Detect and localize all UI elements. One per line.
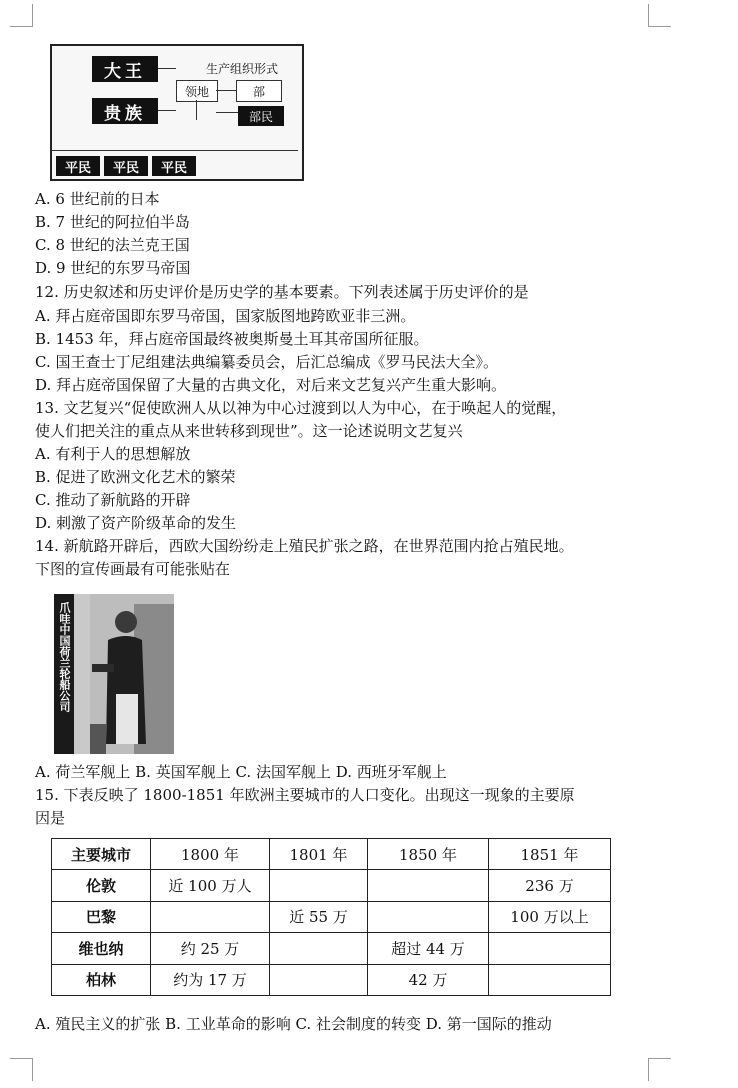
commoner-box: 平民 <box>56 156 100 176</box>
table-cell <box>489 933 611 964</box>
social-structure-figure <box>50 44 304 181</box>
q12-option-a: A. 拜占庭帝国即东罗马帝国，国家版图地跨欧亚非三洲。 <box>35 307 416 325</box>
table-header-cell: 1801 年 <box>270 839 368 870</box>
q15-stem-line-2: 因是 <box>35 809 66 827</box>
q12-option-c: C. 国王查士丁尼组建法典编纂委员会，后汇总编成《罗马民法大全》。 <box>35 353 498 371</box>
q13-option-d: D. 刺激了资产阶级革命的发生 <box>35 514 237 532</box>
table-cell: 超过 44 万 <box>368 933 489 964</box>
tribe-box: 部 <box>236 80 282 102</box>
table-cell: 42 万 <box>368 964 489 995</box>
table-cell <box>270 933 368 964</box>
table-cell: 柏林 <box>52 964 151 995</box>
table-cell <box>368 870 489 901</box>
connector-line <box>158 68 176 69</box>
table-cell: 约 25 万 <box>151 933 270 964</box>
propaganda-poster-image <box>54 594 174 754</box>
table-cell: 伦敦 <box>52 870 151 901</box>
q14-options: A. 荷兰军舰上 B. 英国军舰上 C. 法国军舰上 D. 西班牙军舰上 <box>35 763 447 781</box>
q13-option-b: B. 促进了欧洲文化艺术的繁荣 <box>35 468 236 486</box>
q15-options: A. 殖民主义的扩张 B. 工业革命的影响 C. 社会制度的转变 D. 第一国际的推动 <box>35 1015 552 1033</box>
table-cell: 近 100 万人 <box>151 870 270 901</box>
q12-option-b: B. 1453 年，拜占庭帝国最终被奥斯曼土耳其帝国所征服。 <box>35 330 429 348</box>
q13-stem-line-2: 使人们把关注的重点从来世转移到现世”。这一论述说明文艺复兴 <box>35 422 463 440</box>
table-cell <box>151 901 270 932</box>
q13-option-c: C. 推动了新航路的开辟 <box>35 491 191 509</box>
q11-option-c: C. 8 世纪的法兰克王国 <box>35 236 190 254</box>
table-cell: 巴黎 <box>52 901 151 932</box>
poster-caption: 爪哇中国荷兰轮船公司 <box>58 602 71 712</box>
commoner-box: 平民 <box>152 156 196 176</box>
q12-stem: 12. 历史叙述和历史评价是历史学的基本要素。下列表述属于历史评价的是 <box>35 283 529 301</box>
connector-line <box>216 90 236 91</box>
tribesman-box: 部民 <box>238 106 284 126</box>
noble-box: 贵族 <box>92 98 158 124</box>
table-row <box>52 964 611 995</box>
divider-line <box>52 150 298 151</box>
table-header-cell: 1851 年 <box>489 839 611 870</box>
q15-stem-line-1: 15. 下表反映了 1800-1851 年欧洲主要城市的人口变化。出现这一现象的主要原 <box>35 786 575 804</box>
table-cell: 约为 17 万 <box>151 964 270 995</box>
table-cell: 100 万以上 <box>489 901 611 932</box>
q13-option-a: A. 有利于人的思想解放 <box>35 445 191 463</box>
production-organization-label: 生产组织形式 <box>206 62 279 76</box>
population-table <box>51 838 611 996</box>
king-box: 大王 <box>92 56 158 82</box>
table-cell: 维也纳 <box>52 933 151 964</box>
table-cell <box>270 964 368 995</box>
table-cell <box>270 870 368 901</box>
crop-mark-top-right <box>648 4 671 27</box>
q11-option-b: B. 7 世纪的阿拉伯半岛 <box>35 213 190 231</box>
connector-line <box>196 100 197 120</box>
table-row <box>52 901 611 932</box>
table-cell: 236 万 <box>489 870 611 901</box>
table-row <box>52 870 611 901</box>
connector-line <box>216 112 238 113</box>
table-header-cell: 1850 年 <box>368 839 489 870</box>
commoner-box: 平民 <box>104 156 148 176</box>
q14-stem-line-2: 下图的宣传画最有可能张贴在 <box>35 560 231 578</box>
crop-mark-bottom-left <box>10 1058 33 1081</box>
crop-mark-top-left <box>10 4 33 27</box>
q12-option-d: D. 拜占庭帝国保留了大量的古典文化，对后来文艺复兴产生重大影响。 <box>35 376 507 394</box>
person-figure-icon <box>90 594 174 754</box>
table-row <box>52 933 611 964</box>
manor-box: 领地 <box>176 80 218 102</box>
table-cell <box>489 964 611 995</box>
q14-stem-line-1: 14. 新航路开辟后，西欧大国纷纷走上殖民扩张之路，在世界范围内抢占殖民地。 <box>35 537 574 555</box>
connector-line <box>158 110 176 111</box>
q11-option-a: A. 6 世纪前的日本 <box>35 190 160 208</box>
table-cell: 近 55 万 <box>270 901 368 932</box>
table-header-row <box>52 839 611 870</box>
crop-mark-bottom-right <box>648 1058 671 1081</box>
q11-option-d: D. 9 世纪的东罗马帝国 <box>35 259 191 277</box>
q13-stem-line-1: 13. 文艺复兴“促使欧洲人从以神为中心过渡到以人为中心，在于唤起人的觉醒， <box>35 399 567 417</box>
table-cell <box>368 901 489 932</box>
table-header-cell: 1800 年 <box>151 839 270 870</box>
table-header-cell: 主要城市 <box>52 839 151 870</box>
